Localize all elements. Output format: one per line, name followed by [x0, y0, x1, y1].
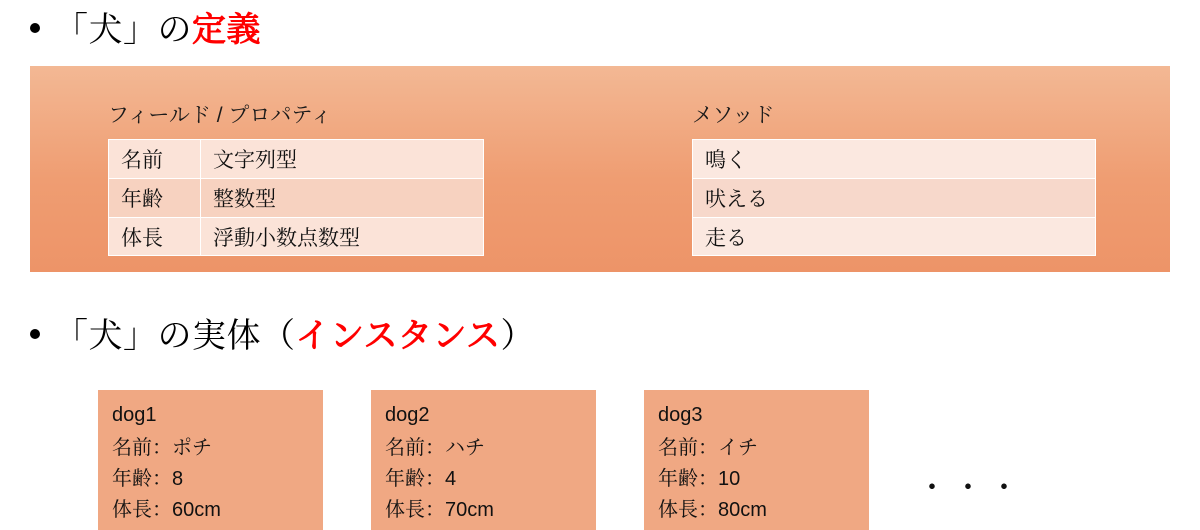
field-name: 体長	[109, 218, 201, 255]
list-item	[644, 390, 869, 530]
field-type: 浮動小数点数型	[213, 226, 360, 250]
field-name: 名前	[109, 140, 201, 178]
instance-field-name: 名前：ポチ	[112, 437, 212, 459]
fields-column-title: フィールド / プロパティ	[108, 104, 332, 127]
instance-title: dog1	[112, 404, 157, 426]
ellipsis-more-instances: ・・・	[917, 472, 1025, 505]
heading-definition-accent: 定義	[192, 11, 261, 49]
field-type: 整数型	[213, 188, 276, 212]
heading-instance-prefix: 「犬」の実体（	[54, 317, 296, 355]
instance-title: dog2	[385, 404, 430, 426]
heading-instance	[30, 318, 535, 355]
list-item	[371, 390, 596, 530]
methods-column	[692, 102, 1096, 256]
list-item	[98, 390, 323, 530]
instance-field-age: 年齢：10	[658, 468, 741, 490]
instance-field-age: 年齢：8	[112, 468, 184, 490]
heading-definition-prefix: 「犬」の	[54, 11, 192, 49]
field-name: 年齢	[109, 179, 201, 217]
method-name: 走る	[705, 226, 747, 250]
heading-definition	[30, 12, 261, 49]
table-row	[692, 139, 1096, 178]
instance-field-length: 体長：70cm	[385, 499, 494, 521]
method-name: 鳴く	[705, 149, 747, 173]
heading-instance-accent: インスタンス	[295, 317, 501, 355]
table-row	[108, 217, 484, 256]
instance-field-length: 体長：80cm	[658, 499, 767, 521]
instance-field-age: 年齢：4	[385, 468, 457, 490]
instance-title: dog3	[658, 404, 703, 426]
class-definition-panel	[30, 66, 1170, 272]
instance-card-list	[98, 390, 1025, 530]
table-row	[692, 217, 1096, 256]
method-name: 吠える	[705, 188, 768, 212]
heading-definition-text	[54, 12, 261, 49]
fields-column	[108, 102, 484, 256]
table-row	[108, 139, 484, 178]
instance-field-name: 名前：ハチ	[385, 437, 485, 459]
table-row	[108, 178, 484, 217]
instance-field-name: 名前：イチ	[658, 437, 758, 459]
heading-instance-text	[54, 318, 535, 355]
instance-field-length: 体長：60cm	[112, 499, 221, 521]
heading-instance-suffix: ）	[500, 317, 535, 355]
field-type: 文字列型	[213, 149, 297, 173]
bullet-icon	[30, 329, 40, 339]
methods-column-title: メソッド	[692, 104, 775, 127]
table-row	[692, 178, 1096, 217]
bullet-icon	[30, 23, 40, 33]
